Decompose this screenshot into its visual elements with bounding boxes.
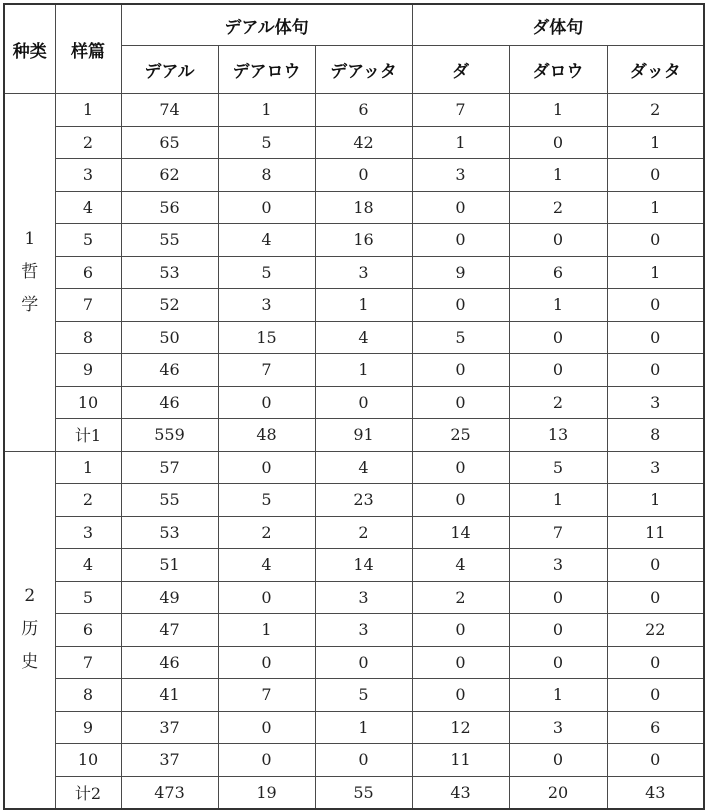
value-cell: 5 <box>218 484 315 517</box>
value-cell: 5 <box>315 679 412 712</box>
value-cell: 50 <box>121 321 218 354</box>
value-cell: 22 <box>607 614 704 647</box>
value-cell: 6 <box>509 256 607 289</box>
table-header <box>4 4 704 94</box>
value-cell: 91 <box>315 419 412 452</box>
value-cell: 42 <box>315 126 412 159</box>
value-cell: 15 <box>218 321 315 354</box>
value-cell: 19 <box>218 776 315 809</box>
header-col-darou: ダロウ <box>509 46 607 94</box>
value-cell: 1 <box>607 256 704 289</box>
value-cell: 62 <box>121 159 218 192</box>
value-cell: 0 <box>509 614 607 647</box>
sample-cell: 3 <box>55 516 121 549</box>
value-cell: 0 <box>412 614 509 647</box>
table-row <box>4 419 704 452</box>
value-cell: 1 <box>218 614 315 647</box>
value-cell: 55 <box>121 484 218 517</box>
table-row <box>4 126 704 159</box>
value-cell: 52 <box>121 289 218 322</box>
table-row <box>4 386 704 419</box>
value-cell: 0 <box>607 646 704 679</box>
value-cell: 48 <box>218 419 315 452</box>
value-cell: 0 <box>315 646 412 679</box>
table-row <box>4 776 704 809</box>
value-cell: 55 <box>121 224 218 257</box>
value-cell: 51 <box>121 549 218 582</box>
value-cell: 0 <box>607 224 704 257</box>
value-cell: 0 <box>315 159 412 192</box>
value-cell: 3 <box>607 386 704 419</box>
value-cell: 1 <box>509 289 607 322</box>
category-name-char: 史 <box>21 652 39 673</box>
value-cell: 0 <box>509 126 607 159</box>
value-cell: 12 <box>412 711 509 744</box>
value-cell: 559 <box>121 419 218 452</box>
value-cell: 0 <box>218 386 315 419</box>
value-cell: 14 <box>315 549 412 582</box>
value-cell: 0 <box>218 451 315 484</box>
value-cell: 0 <box>412 386 509 419</box>
table-row <box>4 451 704 484</box>
table-row <box>4 256 704 289</box>
value-cell: 0 <box>412 289 509 322</box>
sample-cell: 2 <box>55 126 121 159</box>
value-cell: 0 <box>509 354 607 387</box>
value-cell: 1 <box>315 711 412 744</box>
table-row <box>4 224 704 257</box>
value-cell: 7 <box>509 516 607 549</box>
table-row <box>4 744 704 777</box>
sample-cell: 3 <box>55 159 121 192</box>
value-cell: 6 <box>607 711 704 744</box>
category-name-char: 历 <box>21 619 39 640</box>
value-cell: 3 <box>607 451 704 484</box>
value-cell: 0 <box>607 321 704 354</box>
table-row <box>4 191 704 224</box>
header-col-dearu: デアル <box>121 46 218 94</box>
table-row <box>4 354 704 387</box>
value-cell: 1 <box>509 484 607 517</box>
table-row <box>4 679 704 712</box>
value-cell: 37 <box>121 711 218 744</box>
value-cell: 2 <box>412 581 509 614</box>
value-cell: 0 <box>218 744 315 777</box>
value-cell: 6 <box>315 94 412 127</box>
value-cell: 0 <box>509 744 607 777</box>
sample-cell: 2 <box>55 484 121 517</box>
value-cell: 1 <box>509 94 607 127</box>
value-cell: 2 <box>218 516 315 549</box>
value-cell: 1 <box>509 679 607 712</box>
value-cell: 57 <box>121 451 218 484</box>
value-cell: 9 <box>412 256 509 289</box>
sample-cell: 6 <box>55 256 121 289</box>
value-cell: 11 <box>412 744 509 777</box>
category-cell <box>4 451 55 809</box>
value-cell: 4 <box>315 321 412 354</box>
value-cell: 2 <box>315 516 412 549</box>
table-row <box>4 159 704 192</box>
value-cell: 4 <box>218 224 315 257</box>
value-cell: 0 <box>218 191 315 224</box>
value-cell: 41 <box>121 679 218 712</box>
value-cell: 3 <box>315 614 412 647</box>
value-cell: 4 <box>315 451 412 484</box>
value-cell: 8 <box>218 159 315 192</box>
header-group-da: ダ体句 <box>412 4 704 46</box>
value-cell: 46 <box>121 646 218 679</box>
value-cell: 1 <box>607 484 704 517</box>
sample-cell: 4 <box>55 549 121 582</box>
sample-cell: 5 <box>55 581 121 614</box>
value-cell: 0 <box>412 646 509 679</box>
table-row <box>4 484 704 517</box>
table-row <box>4 516 704 549</box>
sample-cell: 计1 <box>55 419 121 452</box>
value-cell: 37 <box>121 744 218 777</box>
sample-cell: 10 <box>55 386 121 419</box>
value-cell: 0 <box>218 646 315 679</box>
sample-cell: 9 <box>55 711 121 744</box>
value-cell: 11 <box>607 516 704 549</box>
header-col-da: ダ <box>412 46 509 94</box>
table-row <box>4 289 704 322</box>
value-cell: 7 <box>218 679 315 712</box>
value-cell: 23 <box>315 484 412 517</box>
value-cell: 3 <box>509 711 607 744</box>
value-cell: 3 <box>315 581 412 614</box>
value-cell: 473 <box>121 776 218 809</box>
value-cell: 0 <box>607 159 704 192</box>
value-cell: 1 <box>218 94 315 127</box>
value-cell: 1 <box>509 159 607 192</box>
header-col-datta: ダッタ <box>607 46 704 94</box>
value-cell: 0 <box>412 451 509 484</box>
value-cell: 3 <box>509 549 607 582</box>
header-category: 种类 <box>4 4 55 94</box>
value-cell: 74 <box>121 94 218 127</box>
category-name-char: 哲 <box>21 261 39 282</box>
header-col-deatta: デアッタ <box>315 46 412 94</box>
value-cell: 1 <box>315 354 412 387</box>
value-cell: 5 <box>412 321 509 354</box>
table-row <box>4 646 704 679</box>
value-cell: 47 <box>121 614 218 647</box>
sample-cell: 10 <box>55 744 121 777</box>
value-cell: 0 <box>412 484 509 517</box>
value-cell: 49 <box>121 581 218 614</box>
value-cell: 0 <box>607 581 704 614</box>
value-cell: 46 <box>121 386 218 419</box>
table-row <box>4 549 704 582</box>
value-cell: 2 <box>607 94 704 127</box>
value-cell: 5 <box>218 126 315 159</box>
value-cell: 7 <box>218 354 315 387</box>
value-cell: 13 <box>509 419 607 452</box>
sample-cell: 8 <box>55 321 121 354</box>
sample-cell: 7 <box>55 646 121 679</box>
value-cell: 25 <box>412 419 509 452</box>
header-group-dearu: デアル体句 <box>121 4 412 46</box>
value-cell: 3 <box>315 256 412 289</box>
value-cell: 4 <box>412 549 509 582</box>
table-row <box>4 581 704 614</box>
category-cell <box>4 94 55 452</box>
value-cell: 0 <box>607 289 704 322</box>
value-cell: 14 <box>412 516 509 549</box>
sample-cell: 1 <box>55 451 121 484</box>
value-cell: 0 <box>412 191 509 224</box>
value-cell: 53 <box>121 256 218 289</box>
table-row <box>4 94 704 127</box>
category-number: 1 <box>24 228 36 249</box>
value-cell: 20 <box>509 776 607 809</box>
value-cell: 1 <box>607 191 704 224</box>
value-cell: 53 <box>121 516 218 549</box>
value-cell: 46 <box>121 354 218 387</box>
header-col-dearou: デアロウ <box>218 46 315 94</box>
sample-cell: 5 <box>55 224 121 257</box>
value-cell: 5 <box>509 451 607 484</box>
value-cell: 0 <box>607 549 704 582</box>
value-cell: 0 <box>607 679 704 712</box>
sample-cell: 4 <box>55 191 121 224</box>
sample-cell: 7 <box>55 289 121 322</box>
value-cell: 56 <box>121 191 218 224</box>
value-cell: 7 <box>412 94 509 127</box>
category-name-char: 学 <box>21 294 39 315</box>
value-cell: 0 <box>607 744 704 777</box>
value-cell: 0 <box>509 581 607 614</box>
table-row <box>4 321 704 354</box>
value-cell: 0 <box>509 321 607 354</box>
sample-cell: 计2 <box>55 776 121 809</box>
value-cell: 1 <box>412 126 509 159</box>
value-cell: 0 <box>412 224 509 257</box>
value-cell: 0 <box>509 224 607 257</box>
value-cell: 0 <box>412 354 509 387</box>
value-cell: 0 <box>218 711 315 744</box>
value-cell: 0 <box>607 354 704 387</box>
category-number: 2 <box>24 586 36 607</box>
value-cell: 18 <box>315 191 412 224</box>
sample-cell: 8 <box>55 679 121 712</box>
value-cell: 3 <box>218 289 315 322</box>
value-cell: 3 <box>412 159 509 192</box>
value-cell: 43 <box>412 776 509 809</box>
value-cell: 0 <box>315 386 412 419</box>
sample-cell: 6 <box>55 614 121 647</box>
data-table <box>3 3 705 810</box>
value-cell: 1 <box>315 289 412 322</box>
value-cell: 0 <box>412 679 509 712</box>
sample-cell: 1 <box>55 94 121 127</box>
value-cell: 65 <box>121 126 218 159</box>
value-cell: 2 <box>509 191 607 224</box>
value-cell: 0 <box>509 646 607 679</box>
value-cell: 5 <box>218 256 315 289</box>
table-row <box>4 614 704 647</box>
value-cell: 2 <box>509 386 607 419</box>
value-cell: 8 <box>607 419 704 452</box>
value-cell: 0 <box>315 744 412 777</box>
sample-cell: 9 <box>55 354 121 387</box>
value-cell: 55 <box>315 776 412 809</box>
value-cell: 0 <box>218 581 315 614</box>
table-body <box>4 94 704 810</box>
table-row <box>4 711 704 744</box>
header-sample: 样篇 <box>55 4 121 94</box>
value-cell: 4 <box>218 549 315 582</box>
value-cell: 43 <box>607 776 704 809</box>
value-cell: 1 <box>607 126 704 159</box>
value-cell: 16 <box>315 224 412 257</box>
